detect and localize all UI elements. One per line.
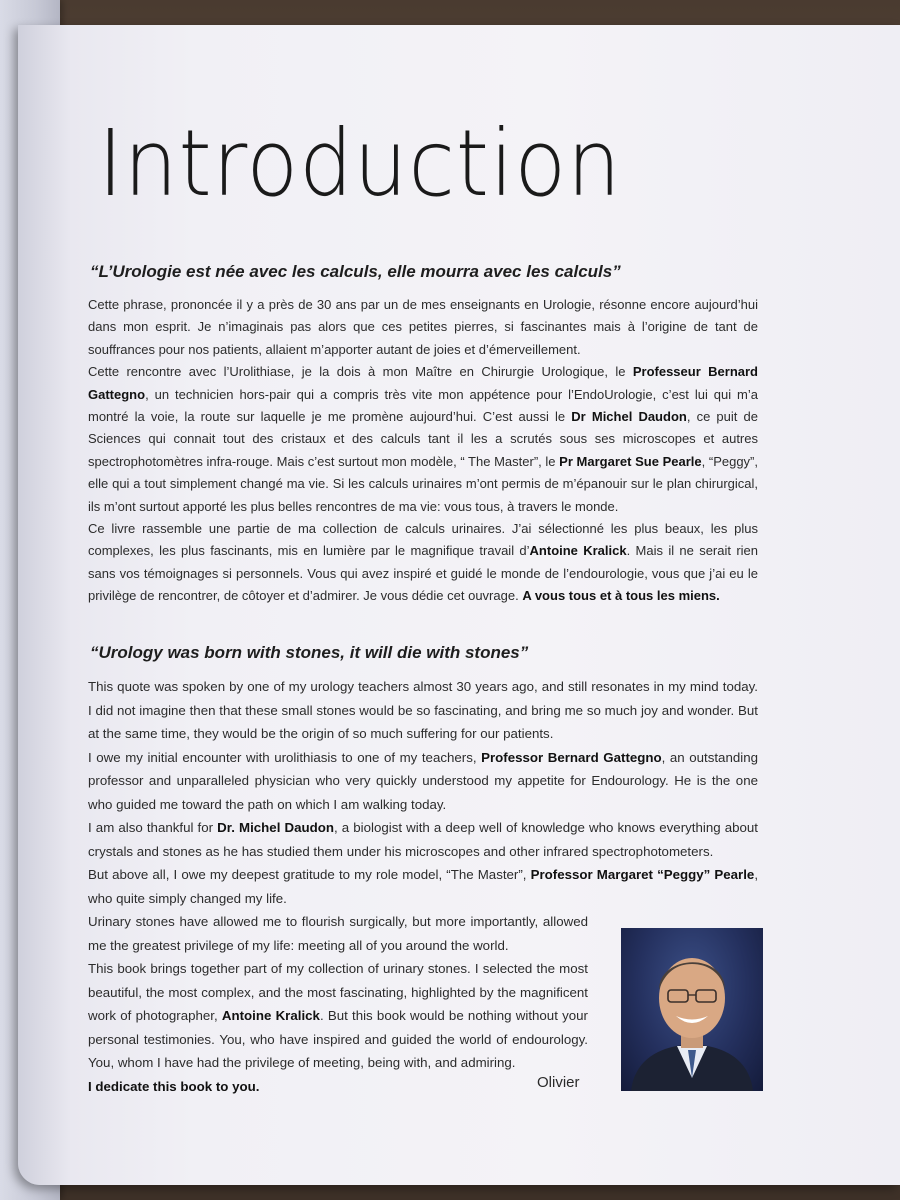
- english-dedication: I dedicate this book to you.: [88, 1078, 260, 1094]
- english-paragraph-1: This quote was spoken by one of my urology teachers almost 30 years ago, and still resonates in my mind today. I did not imagine then that these small stones would be so fascinating, and bring me so much joy and wonder. But at the same time, they would be the origin of so much suffering for our patients.: [88, 679, 758, 741]
- author-portrait: [621, 928, 763, 1091]
- signature: Olivier: [537, 1074, 580, 1091]
- french-paragraph-3: Ce livre rassemble une partie de ma collection de calculs urinaires. J’ai sélectionné les plus beaux, les plus complexes, les plus fascinants, mis en lumière par le magnifique travail d’Antoine Kralick. Mais il ne serait rien sans vos témoignages si personnels. Vous qui avez inspiré et guidé le monde de l’endourologie, vous que j’ai eu le privilège de rencontrer, de côtoyer et d’admirer. Je vous dédie cet ouvrage. A vous tous et à tous les miens.: [88, 521, 758, 604]
- english-paragraph-5: Urinary stones have allowed me to flourish surgically, but more importantly, allowed me the greatest privilege of my life: meeting all of you around the world.: [88, 914, 588, 953]
- french-paragraph-1: Cette phrase, prononcée il y a près de 30 ans par un de mes enseignants en Urologie, résonne encore aujourd’hui dans mon esprit. Je n’imaginais pas alors que ces petites pierres, si fascinantes mais à l’origine de tant de souffrances pour nos patients, allaient m’apporter autant de joies et d’émerveillement.: [88, 297, 758, 357]
- english-paragraph-2: I owe my initial encounter with urolithiasis to one of my teachers, Professor Bernard Gattegno, an outstanding professor and unparalleled physician who very quickly understood my appetite for Endourology. He is the one who guided me toward the path on which I am walking today.: [88, 749, 758, 812]
- page-title: Introduction: [98, 110, 622, 217]
- english-paragraph-6: This book brings together part of my collection of urinary stones. I selected the most beautiful, the most complex, and the most fascinating, highlighted by the magnificent work of photographer, Antoine Kralick. But this book would be nothing without your personal testimonies. You, who have inspired and guided the world of endourology. You, whom I have had the privilege of meeting, being with, and admiring.: [88, 961, 588, 1070]
- english-paragraph-3: I am also thankful for Dr. Michel Daudon, a biologist with a deep well of knowledge who knows everything about crystals and stones as he has studied them under his microscopes and other infrared spectrophotometers.: [88, 820, 758, 859]
- english-paragraph-4: But above all, I owe my deepest gratitude to my role model, “The Master”, Professor Margaret “Peggy” Pearle, who quite simply changed my life.: [88, 867, 759, 906]
- french-paragraph-2: Cette rencontre avec l’Urolithiase, je la dois à mon Maître en Chirurgie Urologique, le Professeur Bernard Gattegno, un technicien hors-pair qui a compris très vite mon appétence pour l’EndoUrologie, c’est lui qui m’a montré la voie, la route sur laquelle je me promène aujourd’hui. C’est aussi le Dr Michel Daudon, ce puit de Sciences qui connait tout des cristaux et des calculs tant il les a scrutés sous ses microscopes et autres spectrophotomètres infra-rouge. Mais c’est surtout mon modèle, “ The Master”, le Pr Margaret Sue Pearle, “Peggy”, elle qui a tout simplement changé ma vie. Si les calculs urinaires m’ont permis de m’épanouir sur le plan chirurgical, ils m’ont surtout apporté les plus belles rencontres de ma vie: vous tous, à travers le monde.: [88, 364, 758, 514]
- french-quote: “L’Urologie est née avec les calculs, elle mourra avec les calculs”: [90, 262, 621, 281]
- french-section: [88, 262, 758, 608]
- english-quote: “Urology was born with stones, it will die with stones”: [90, 643, 529, 662]
- portrait-illustration: [621, 928, 763, 1091]
